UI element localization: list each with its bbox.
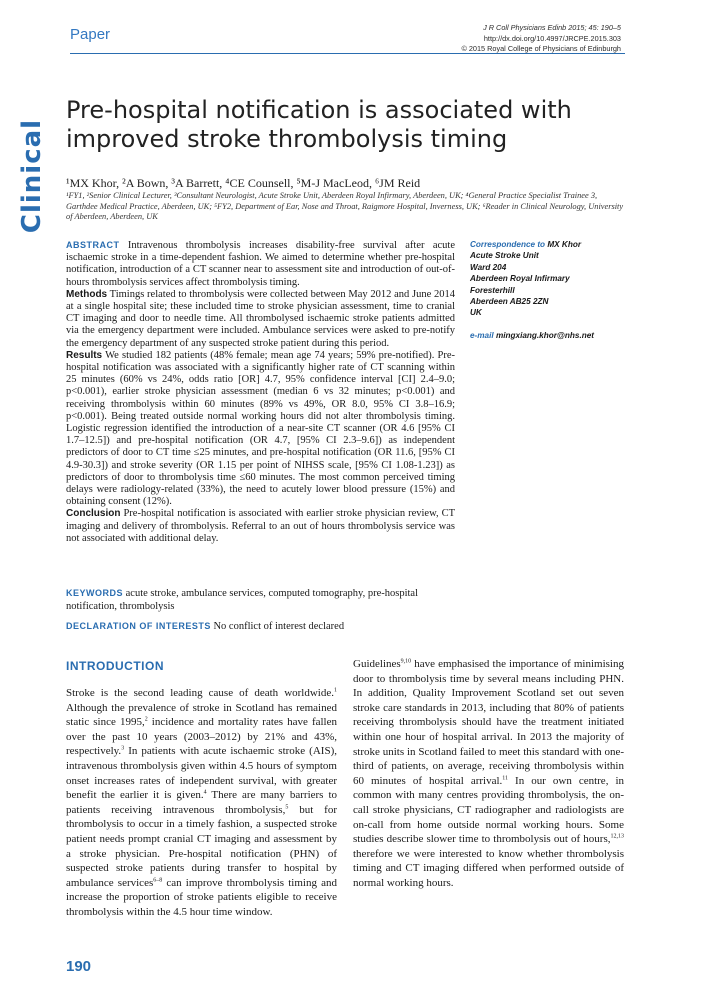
declaration-label: DECLARATION OF INTERESTS <box>66 621 211 631</box>
abstract-conclusion <box>66 508 455 545</box>
correspondence-block <box>470 239 645 341</box>
citation-ref: 12,13 <box>610 833 624 840</box>
introduction-column-1 <box>66 686 337 920</box>
keywords <box>66 587 455 613</box>
email-line <box>470 330 645 341</box>
citation-ref: 1 <box>334 687 337 694</box>
conclusion-label: Conclusion <box>66 508 121 520</box>
methods-text: Timings related to thrombolysis were collected between May 2012 and June 2014 at a single hospital site; these included time to stroke physician assessment, time to cranial CT imaging and door to needle time. All thrombolysed ischaemic stroke patients admitted via the emergency department were included. Ambulance services were asked to pre-notify the emergency department of any suspected stroke patient during this period. <box>66 288 455 349</box>
abstract <box>66 239 455 545</box>
declaration-text: No conflict of interest declared <box>213 621 345 632</box>
results-label: Results <box>66 349 103 361</box>
header-rule <box>70 53 625 54</box>
body-text: There are many barriers to patients receiving intravenous thrombolysis, <box>66 789 338 816</box>
article-title: Pre-hospital notification is associated with improved stroke thrombolysis timing <box>66 96 572 153</box>
citation-ref: 4 <box>203 789 207 796</box>
body-text: can improve thrombolysis timing and increase the proportion of stroke patients eligible to receive thrombolysis within the 4.5 hour time window. <box>66 876 337 918</box>
body-text: Although the prevalence of stroke in Scotland has remained static since 1995, <box>66 701 337 729</box>
address-line: UK <box>470 308 482 318</box>
journal-line: J R Coll Physicians Edinb 2015; 45: 190–5 <box>483 23 621 32</box>
conclusion-text: Pre-hospital notification is associated with earlier stroke physician review, CT imaging and delivery of thrombolysis. Referral to an out of hours thrombolysis service was not associated with additional delay. <box>66 508 455 544</box>
declaration-of-interests <box>66 621 455 632</box>
body-text: therefore we were interested to know whether thrombolysis timing and CT imaging differed when performed outside of normal working hours. <box>353 847 624 889</box>
address-line: Aberdeen Royal Infirmary <box>470 274 570 284</box>
author-list: ¹MX Khor, ²A Bown, ³A Barrett, ⁴CE Counsell, ⁵M-J MacLeod, ⁶JM Reid <box>66 176 421 190</box>
methods-label: Methods <box>66 288 108 300</box>
body-text: Stroke is the second leading cause of death worldwide. <box>66 687 334 699</box>
address-line: Acute Stroke Unit <box>470 251 539 261</box>
affiliations: ¹FY1, ²Senior Clinical Lecturer, ³Consultant Neurologist, Acute Stroke Unit, Aberdeen Royal Infirmary, Aberdeen, UK; ⁴General Practice Specialist Trainee 3, Garthdee Medical Practice, Aberdeen, UK; ⁵FY2, Department of Ear, Nose and Throat, Raigmore Hospital, Inverness, UK; ⁶Reader in Clinical Neurology, University of Aberdeen, Aberdeen, UK <box>66 191 624 221</box>
body-text: Guidelines <box>353 658 401 670</box>
page-number: 190 <box>66 958 92 975</box>
body-text: In patients with acute ischaemic stroke (AIS), intravenous thrombolysis given within 4.5 hours of symptom onset increases rates of independent survival, with greater benefit the earlier it is given. <box>66 745 337 802</box>
abstract-methods <box>66 289 455 350</box>
introduction-column-2 <box>353 657 624 891</box>
copyright-line: © 2015 Royal College of Physicians of Edinburgh <box>461 44 621 53</box>
keywords-label: KEYWORDS <box>66 588 124 598</box>
abstract-background-text: Intravenous thrombolysis increases disability-free survival after acute ischaemic stroke in a time-dependent fashion. We aimed to determine whether pre-hospital notification, introduction of a CT scanner near to assessment site and introduction of out-of-hours thrombolysis services affect thrombolysis timing. <box>66 240 455 288</box>
category-sidebar <box>16 105 46 245</box>
body-text: incidence and mortality rates have fallen over the past 10 years (2003–2012) by 21% and 43%, respectively. <box>66 716 337 758</box>
address-line: Aberdeen AB25 2ZN <box>470 297 549 307</box>
citation-ref: 9,10 <box>400 658 412 665</box>
email-link[interactable]: mingxiang.khor@nhs.net <box>495 330 595 340</box>
citation-ref: 2 <box>144 716 148 723</box>
correspondence-name: MX Khor <box>547 240 582 249</box>
doi-link[interactable]: http://dx.doi.org/10.4997/JRCPE.2015.303 <box>483 33 621 43</box>
citation-ref: 6–8 <box>153 877 163 884</box>
introduction-heading: INTRODUCTION <box>66 659 164 673</box>
body-text: but for thrombolysis to occur in a timely fashion, a suspected stroke patient needs prompt cranial CT imaging and assessment by a stroke physician. Pre-hospital notification (PHN) of suspected stroke patients during transfer to hospital by ambulance services <box>66 803 337 889</box>
category-label: Clinical <box>17 118 47 234</box>
correspondence-heading <box>470 239 645 250</box>
results-text: We studied 182 patients (48% female; mean age 74 years; 59% pre-notified). Pre-hospital notification was associated with a significantly higher rate of CT scanning within 25 minutes (60% vs 24%, odds ratio [OR] 4.7, 95% confidence interval [CI] 2.4–9.0; p<0.001), earlier stroke physician assessment (median 6 vs 32 minutes; p<0.001) and receiving thrombolysis within 60 minutes (89% vs 49%, OR 8.0, 95% CI 3.8–16.9; p<0.001). Being treated outside normal working hours did not alter thrombolysis timing. Logistic regression identified the introduction of a near-site CT scanner (OR 4.6 [95% CI 1.7–12.5]) and pre-hospital notification (OR 4.7, [95% CI 2.3–9.6]) as independent predictors of door to CT time ≤25 minutes, and pre-hospital notification (OR 11.6, [95% CI 4.9-30.3]) and stroke severity (OR 1.15 per point of NIHSS scale, [95% CI 1.08-1.23]) as predictors of door to thrombolysis time ≤60 minutes. The most common perceived timing delays were radiology-related (33%), the need to acutely lower blood pressure (15%) and obtaining consent (12%). <box>66 349 456 508</box>
address-line: Foresterhill <box>470 285 515 295</box>
abstract-label: ABSTRACT <box>66 240 120 250</box>
abstract-background <box>66 239 455 289</box>
journal-citation <box>461 23 621 55</box>
section-label: Paper <box>70 26 111 43</box>
address-line: Ward 204 <box>470 262 507 272</box>
keywords-text: acute stroke, ambulance services, computed tomography, pre-hospital notification, thrombolysis <box>66 588 418 612</box>
email-label: e-mail <box>470 330 494 340</box>
body-text: have emphasised the importance of minimising door to thrombolysis time by several means including PHN. In addition, Quality Improvement Scotland set out seven stroke care standards in 2013, including that 80% of patients receiving thrombolysis should have the treatment initiated within one hour of hospital arrival. In 2013 the majority of stroke units in Scotland failed to meet this standard with one-third of patients, on average, receiving thrombolysis within 60 minutes of hospital arrival. <box>353 658 624 787</box>
abstract-results <box>66 350 455 509</box>
citation-ref: 3 <box>121 745 125 752</box>
body-text: In our own centre, in common with many centres providing thrombolysis, the on-call stroke physicians, CT radiographer and radiologists are on-call from home outside normal working hours. Some studies describe slower time to thrombolysis out of hours, <box>353 774 624 846</box>
correspondence-label: Correspondence to <box>470 240 546 249</box>
citation-ref: 11 <box>502 775 509 782</box>
citation-ref: 5 <box>285 804 289 811</box>
